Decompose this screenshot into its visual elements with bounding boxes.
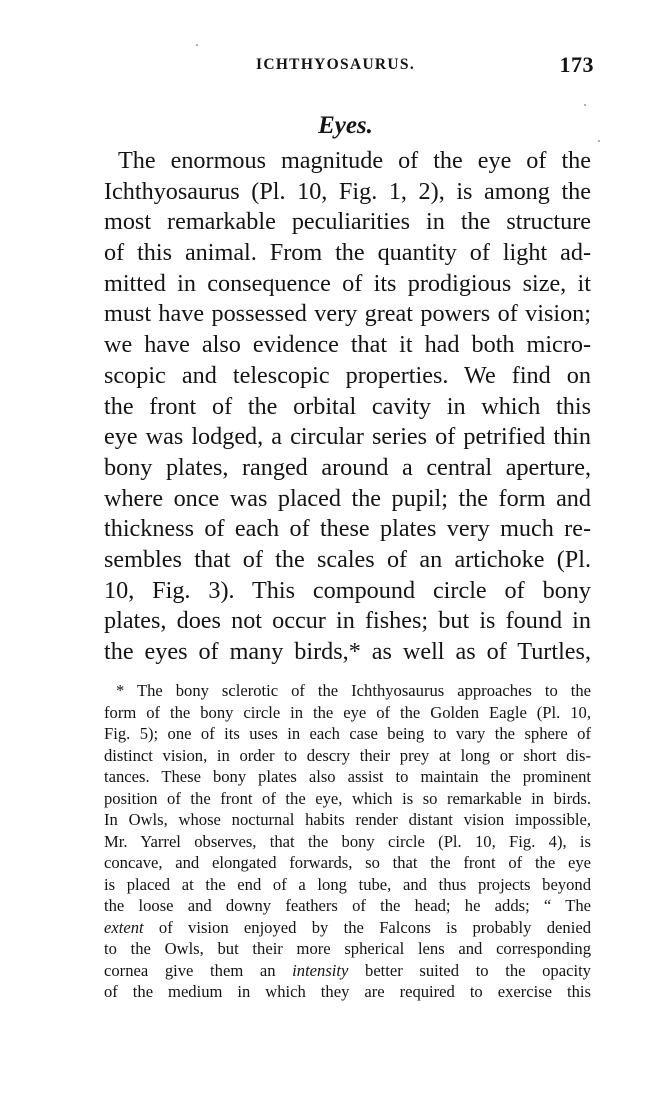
footnote-line bbox=[104, 960, 591, 982]
footnote-text: better suited to the opacity bbox=[348, 960, 591, 980]
footnote-line: to the Owls, but their more spherical lens and corresponding bbox=[104, 939, 591, 958]
footnote-emphasis: intensity bbox=[292, 960, 349, 980]
footnote-line bbox=[104, 917, 591, 939]
body-line: mitted in consequence of its prodigious size, it bbox=[104, 269, 591, 297]
body-line: sembles that of the scales of an artichoke (Pl. bbox=[104, 545, 591, 573]
footnote-text: of vision enjoyed by the Falcons is probably denied bbox=[143, 917, 591, 937]
paper-speck bbox=[584, 104, 586, 106]
body-line: bony plates, ranged around a central aperture, bbox=[104, 453, 591, 481]
footnote-line: concave, and elongated forwards, so that the front of the eye bbox=[104, 853, 591, 872]
body-line: where once was placed the pupil; the form and bbox=[104, 484, 591, 512]
body-line: 10, Fig. 3). This compound circle of bony bbox=[104, 576, 591, 604]
body-line: of this animal. From the quantity of light ad- bbox=[104, 239, 591, 267]
footnote-line: position of the front of the eye, which is so remarkable in birds. bbox=[104, 788, 591, 808]
footnote-line: * The bony sclerotic of the Ichthyosaurus approaches to the bbox=[116, 681, 591, 700]
running-title: ICHTHYOSAURUS. bbox=[256, 56, 416, 73]
body-line: the front of the orbital cavity in which this bbox=[104, 392, 591, 420]
footnote-line: tances. These bony plates also assist to maintain the prominent bbox=[104, 767, 591, 786]
body-line: must have possessed very great powers of vision; bbox=[104, 300, 591, 328]
body-paragraph bbox=[104, 146, 591, 668]
footnote-line: Mr. Yarrel observes, that the bony circle (Pl. 10, Fig. 4), is bbox=[104, 831, 591, 851]
footnote-line: distinct vision, in order to descry their prey at long or short dis- bbox=[104, 745, 591, 765]
footnote-line: the loose and downy feathers of the head; he adds; “ The bbox=[104, 896, 591, 915]
body-line: eye was lodged, a circular series of petrified thin bbox=[104, 423, 591, 451]
body-line: the eyes of many birds,* as well as of Turtles, bbox=[104, 638, 591, 665]
body-line: we have also evidence that it had both micro- bbox=[104, 331, 591, 359]
paper-speck bbox=[598, 140, 600, 142]
footnote-text: cornea give them an bbox=[104, 960, 293, 980]
footnote-emphasis: extent bbox=[104, 917, 144, 937]
footnote-line: Fig. 5); one of its uses in each case being to vary the sphere of bbox=[104, 724, 591, 743]
body-line: The enormous magnitude of the eye of the bbox=[118, 147, 591, 174]
body-line: thickness of each of these plates very much re- bbox=[104, 515, 591, 543]
body-line: most remarkable peculiarities in the structure bbox=[104, 208, 591, 236]
footnote bbox=[104, 680, 591, 1003]
body-line: Ichthyosaurus (Pl. 10, Fig. 1, 2), is among the bbox=[104, 177, 591, 205]
body-line: plates, does not occur in fishes; but is found in bbox=[104, 607, 591, 635]
paper-speck bbox=[196, 44, 198, 46]
body-line: scopic and telescopic properties. We find on bbox=[104, 361, 591, 389]
footnote-line: In Owls, whose nocturnal habits render distant vision impossible, bbox=[104, 810, 591, 829]
page-number: 173 bbox=[559, 52, 594, 77]
footnote-line: of the medium in which they are required to exercise this bbox=[104, 982, 591, 1001]
footnote-line: is placed at the end of a long tube, and thus projects beyond bbox=[104, 874, 591, 894]
running-head bbox=[104, 52, 596, 80]
section-heading: Eyes. bbox=[318, 112, 373, 139]
footnote-line: form of the bony circle in the eye of the Golden Eagle (Pl. 10, bbox=[104, 702, 591, 722]
